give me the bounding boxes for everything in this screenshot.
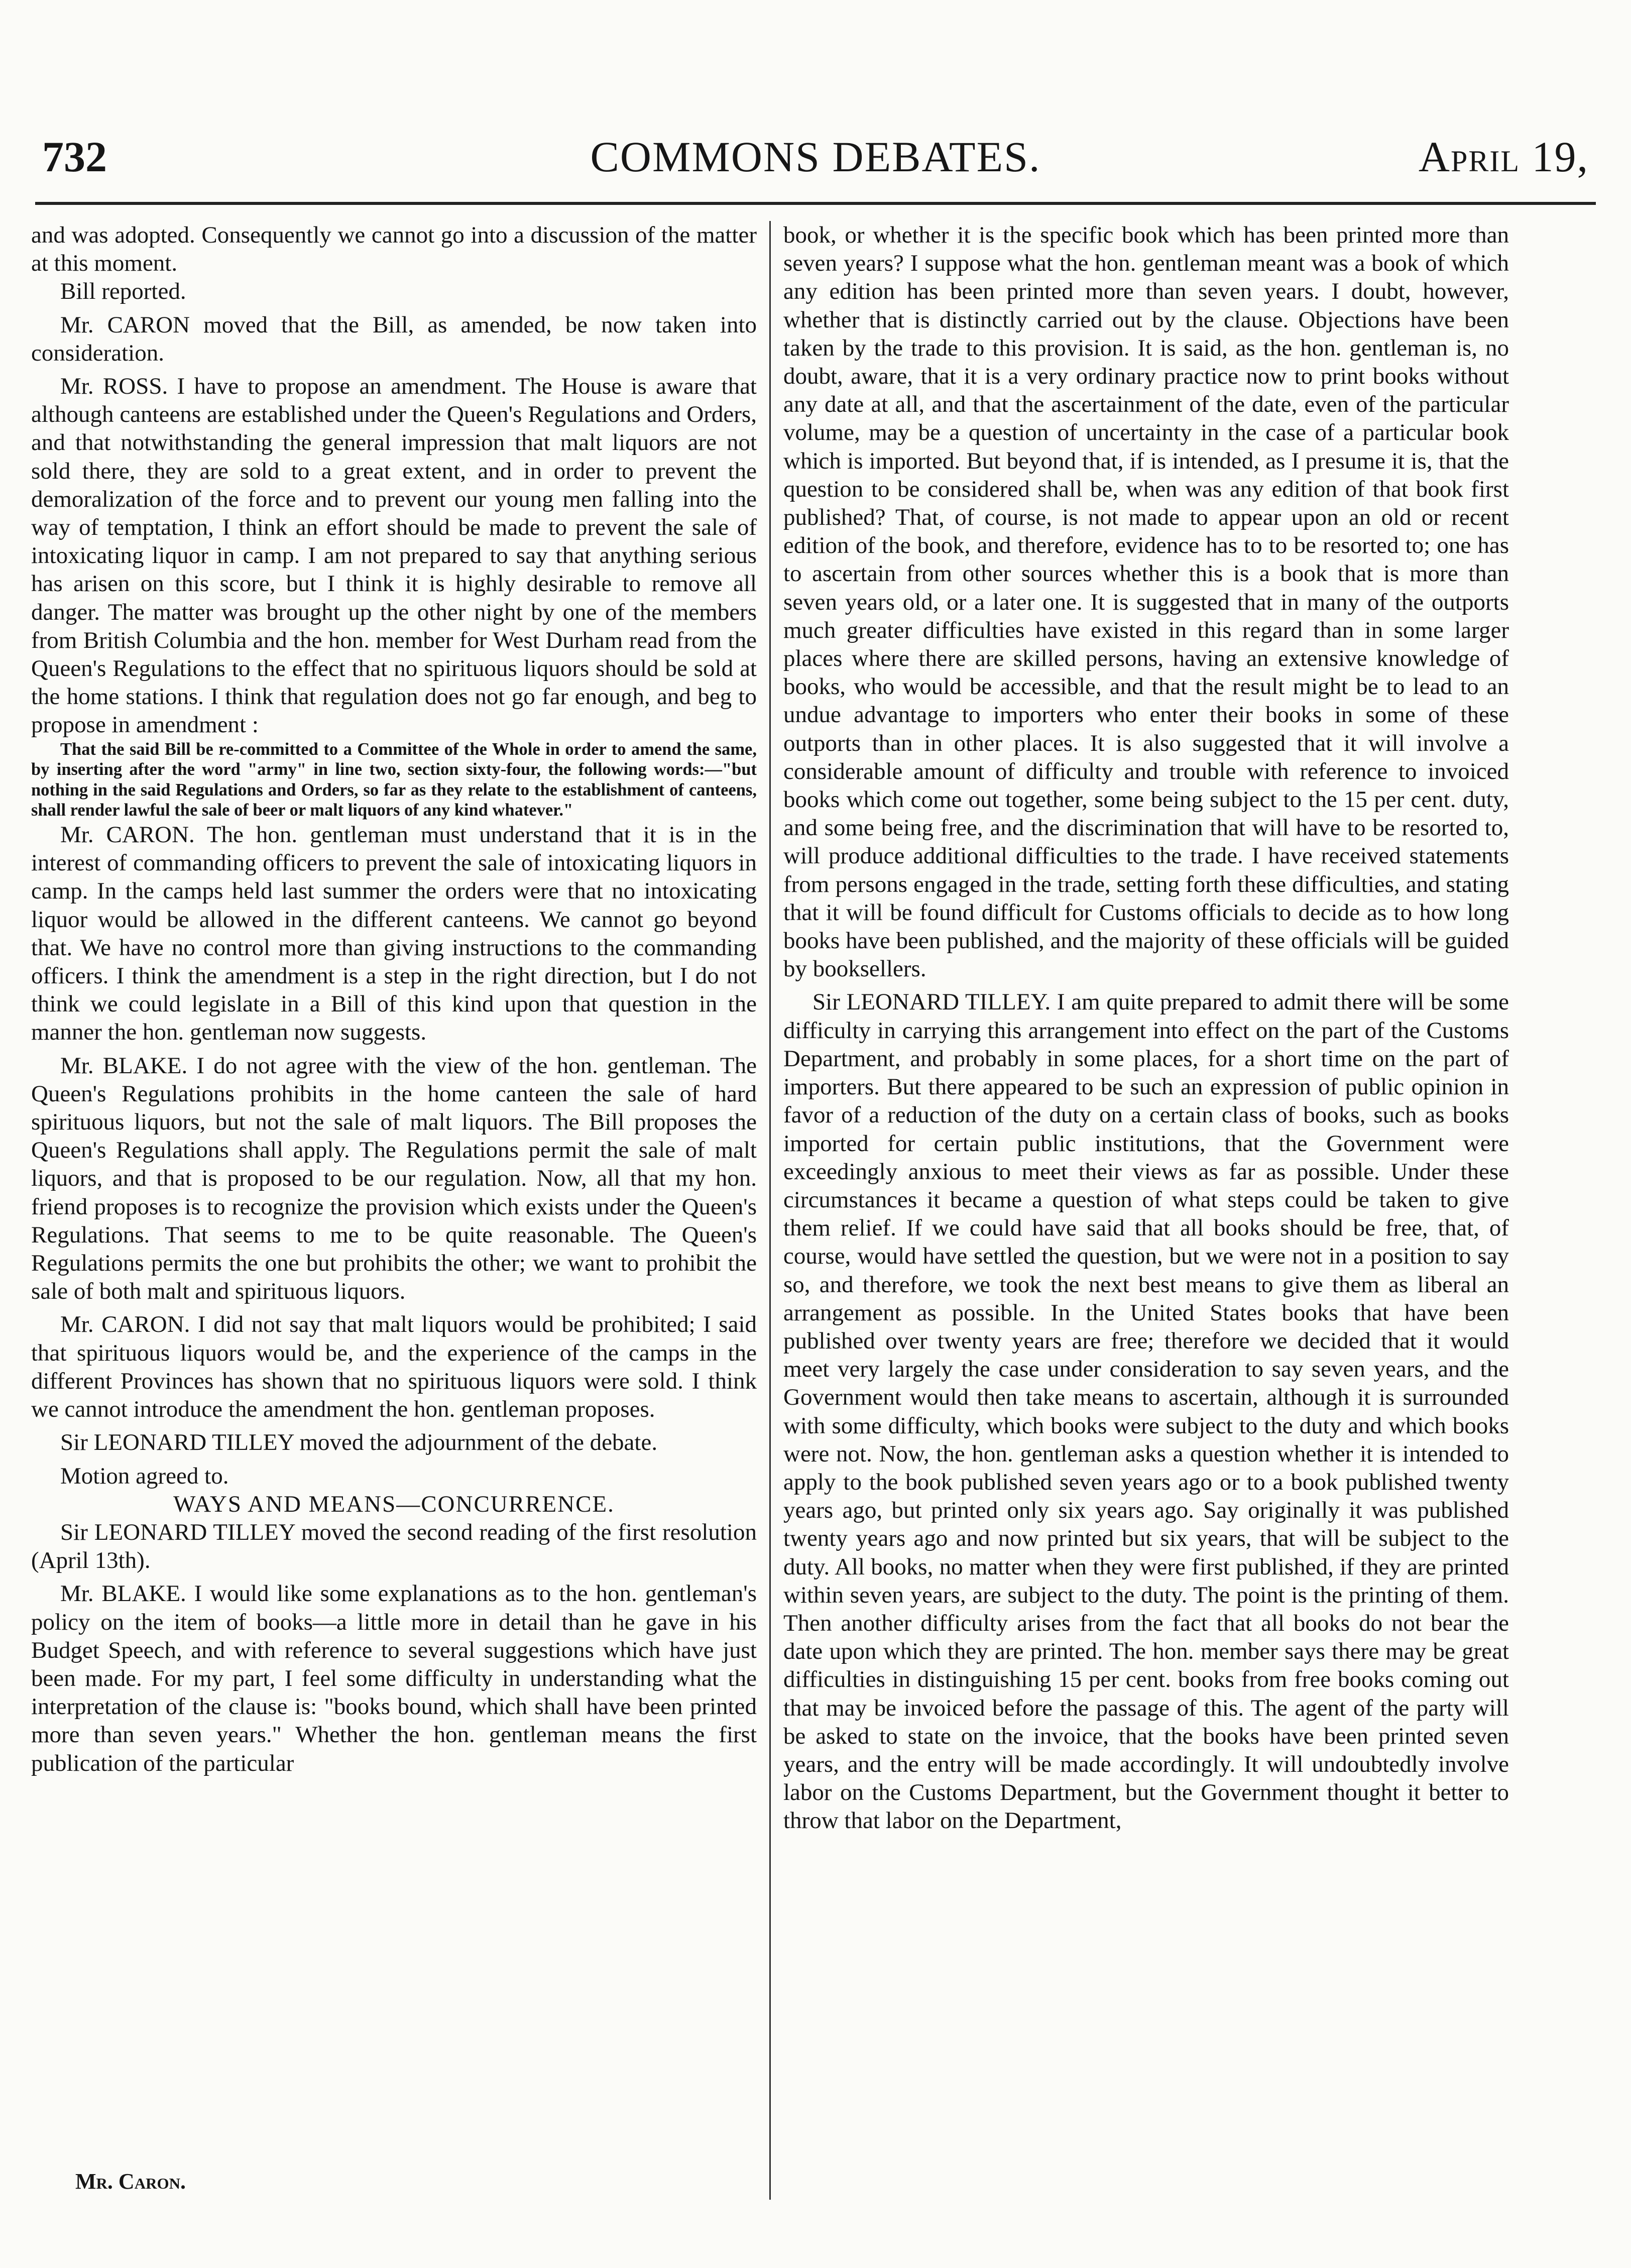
left-column	[31, 221, 757, 2180]
column-rule	[769, 221, 771, 2200]
paragraph: book, or whether it is the specific book which has been printed more than seven years? I suppose what the hon. gentleman meant was a book of which any edition has been printed more than seven years. I doubt, however, whether that is distinctly carried out by the clause. Objections have been taken by the trade to this provision. It is said, as the hon. gentleman is, no doubt, aware, that it is a very ordinary practice now to print books without any date at all, and that the ascertainment of the date, even of the particular volume, may be a question of uncertainty in the case of a particular book which is imported. But beyond that, if is intended, as I presume it is, that the question to be considered shall be, when was any edition of that book first published? That, of course, is not made to appear upon an old or recent edition of the book, and therefore, evidence has to to be resorted to; one has to ascertain from other sources whether this is a book that is more than seven years old, or a later one. It is suggested that in many of the outports much greater difficulties have existed in this regard than in some larger places where there are skilled persons, having an extensive knowledge of books, who would be accessible, and that the result might be to lead to an undue advantage to importers who enter their books in some of these outports than in other places. It is also suggested that it will involve a considerable amount of difficulty and trouble with reference to invoiced books which come out together, some being subject to the 15 per cent. duty, and some being free, and the discrimination that will have to be resorted to, will produce additional difficulties to the trade. I have received statements from persons engaged in the trade, setting forth these difficulties, and stating that it will be found difficult for Customs officials to decide as to how long books have been published, and the majority of these officials will be guided by booksellers.	[783, 222, 1509, 982]
paragraph: Mr. CARON. The hon. gentleman must understand that it is in the interest of commanding officers to prevent the sale of intoxicating liquors in camp. In the camps held last summer the orders were that no intoxicating liquor would be allowed in the different canteens. We cannot go beyond that. We have no control more than giving instructions to the commanding officers. I think the amendment is a step in the right direction, but I do not think we could legislate in a Bill of this kind upon that question in the manner the hon. gentleman now suggests.	[31, 822, 757, 1046]
header-rule	[35, 202, 1596, 205]
paragraph: Mr. BLAKE. I would like some explanations as to the hon. gentleman's policy on the item of books—a little more in detail than he gave in his Budget Speech, and with reference to several suggestions which have just been made. For my part, I feel some difficulty in understanding what the interpretation of the clause is: "books bound, which shall have been printed more than seven years." Whether the hon. gentleman means the first publication of the particular	[31, 1580, 757, 1776]
paragraph: and was adopted. Consequently we cannot go into a discussion of the matter at this moment.	[31, 222, 757, 277]
running-head-title: COMMONS DEBATES.	[590, 133, 1041, 181]
paragraph: Sir LEONARD TILLEY moved the adjournment of the debate.	[60, 1429, 658, 1456]
paragraph: Motion agreed to.	[60, 1462, 229, 1489]
footer-speaker: Mr. Caron.	[75, 2169, 186, 2194]
paragraph: Mr. ROSS. I have to propose an amendment. The House is aware that although canteens are established under the Queen's Regulations and Orders, and that notwithstanding the general impression that malt liquors are not sold there, they are sold to a great extent, and in order to prevent the demoralization of the force and to prevent our young men falling into the way of temptation, I think an effort should be made to prevent the sale of intoxicating liquor in camp. I am not prepared to say that anything serious has arisen on this score, but I think it is highly desirable to remove all danger. The matter was brought up the other night by one of the members from British Columbia and the hon. member for West Durham read from the Queen's Regulations to the effect that no spirituous liquors should be sold at the home stations. I think that regulation does not go far enough, and beg to propose in amendment :	[31, 373, 757, 738]
paragraph: Mr. CARON. I did not say that malt liquors would be prohibited; I said that spirituous liquors would be, and the experience of the camps in the different Provinces has shown that no spirituous liquors were sold. I think we cannot introduce the amendment the hon. gentleman proposes.	[31, 1311, 757, 1423]
section-heading: WAYS AND MEANS—CONCURRENCE.	[173, 1491, 615, 1517]
paragraph: Mr. CARON moved that the Bill, as amended, be now taken into consideration.	[31, 311, 757, 366]
amendment-quote: That the said Bill be re-committed to a Committee of the Whole in order to amend the same, by inserting after the word "army" in line two, section sixty-four, the following words:—"but nothing in the said Regulations and Orders, so far as they relate to the establishment of canteens, shall render lawful the sale of beer or malt liquors of any kind whatever."	[31, 739, 757, 820]
right-column	[783, 221, 1509, 2180]
paragraph: Bill reported.	[60, 278, 186, 305]
page-date: April 19,	[1418, 133, 1589, 181]
paragraph: Sir LEONARD TILLEY moved the second reading of the first resolution (April 13th).	[31, 1519, 757, 1574]
paragraph: Mr. BLAKE. I do not agree with the view of the hon. gentleman. The Queen's Regulations prohibits in the home canteen the sale of hard spirituous liquors, but not the sale of malt liquors. The Bill proposes the Queen's Regulations shall apply. The Regulations permit the sale of malt liquors, and that is proposed to be our regulation. Now, all that my hon. friend proposes is to recognize the provision which exists under the Queen's Regulations. That seems to me to be quite reasonable. The Queen's Regulations permits the one but prohibits the other; we want to prohibit the sale of both malt and spirituous liquors.	[31, 1052, 757, 1305]
paragraph: Sir LEONARD TILLEY. I am quite prepared to admit there will be some difficulty in carrying this arrangement into effect on the part of the Customs Department, and probably in some places, for a short time on the part of importers. But there appeared to be such an expression of public opinion in favor of a reduction of the duty on a certain class of books, such as books imported for certain public institutions, that the Government were exceedingly anxious to meet their views as far as possible. Under these circumstances it became a question of what steps could be taken to give them relief. If we could have said that all books should be free, that, of course, would have settled the question, but we were not in a position to say so, and therefore, we took the next best means to give them as liberal an arrangement as possible. In the United States books that have been published over twenty years are free; therefore we decided that it would meet very largely the case under consideration to say seven years, and the Government would then take means to ascertain, although it is surrounded with some difficulty, which books were subject to the duty and which books were not. Now, the hon. gentleman asks a question whether it is intended to apply to the book published seven years ago or to a book published twenty years ago, but printed only six years ago. Say originally it was published twenty years ago and now printed but six years, that will be subject to the duty. All books, no matter when they were first published, if they are printed within seven years, are subject to the duty. The point is the printing of them. Then another difficulty arises from the fact that all books do not bear the date upon which they are printed. The hon. member says there may be great difficulties in distinguishing 15 per cent. books from free books coming out that may be invoiced before the passage of this. The agent of the party will be asked to state on the invoice, that the books have been printed seven years, and the entry will be made accordingly. It will undoubtedly involve labor on the Customs Department, but the Government thought it better to throw that labor on the Department,	[783, 989, 1509, 1834]
page-number: 732	[42, 133, 107, 181]
